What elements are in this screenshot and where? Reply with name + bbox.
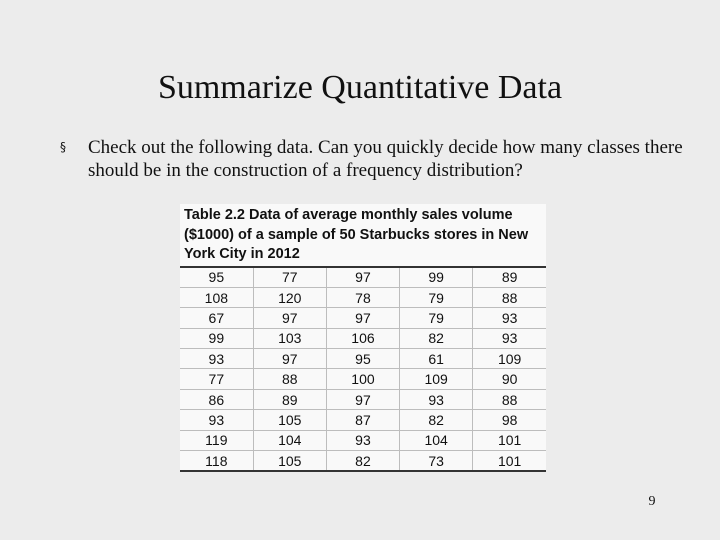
table-cell: 101	[473, 451, 546, 472]
page-number: 9	[648, 494, 656, 509]
table-row	[180, 308, 546, 328]
table-cell: 90	[473, 369, 546, 389]
table-row	[180, 369, 546, 389]
table-cell: 86	[180, 389, 253, 409]
table-cell: 97	[326, 308, 399, 328]
table-cell: 103	[253, 328, 326, 348]
table-cell: 82	[400, 410, 473, 430]
table-cell: 104	[253, 430, 326, 450]
table-cell: 101	[473, 430, 546, 450]
table-cell: 77	[180, 369, 253, 389]
table-caption: Table 2.2 Data of average monthly sales volume ($1000) of a sample of 50 Starbucks stores in New York City in 2012	[180, 204, 546, 268]
table-cell: 97	[253, 308, 326, 328]
table-cell: 109	[400, 369, 473, 389]
table-cell: 104	[400, 430, 473, 450]
table-cell: 67	[180, 308, 253, 328]
table-cell: 120	[253, 287, 326, 307]
table-cell: 88	[473, 389, 546, 409]
table-cell: 78	[326, 287, 399, 307]
table-cell: 73	[400, 451, 473, 472]
table-cell: 93	[400, 389, 473, 409]
table-cell: 100	[326, 369, 399, 389]
table-cell: 118	[180, 451, 253, 472]
table-row	[180, 410, 546, 430]
table-cell: 95	[326, 349, 399, 369]
table-cell: 82	[326, 451, 399, 472]
table-cell: 108	[180, 287, 253, 307]
table-cell: 99	[180, 328, 253, 348]
table-cell: 106	[326, 328, 399, 348]
table-row	[180, 451, 546, 472]
table-row	[180, 287, 546, 307]
table-cell: 79	[400, 308, 473, 328]
table-row	[180, 268, 546, 288]
table-cell: 77	[253, 268, 326, 288]
table-cell: 93	[180, 410, 253, 430]
data-table	[180, 204, 546, 472]
table-cell: 97	[326, 268, 399, 288]
table-cell: 61	[400, 349, 473, 369]
table-cell: 88	[473, 287, 546, 307]
table-cell: 79	[400, 287, 473, 307]
bullet-text: Check out the following data. Can you quickly decide how many classes there should be in the construction of a frequency distribution?	[88, 137, 683, 181]
table-cell: 87	[326, 410, 399, 430]
table-cell: 89	[253, 389, 326, 409]
table-cell: 89	[473, 268, 546, 288]
table-grid	[180, 268, 546, 473]
square-bullet-icon: §	[60, 140, 66, 154]
table-cell: 105	[253, 410, 326, 430]
table-row	[180, 349, 546, 369]
table-cell: 97	[253, 349, 326, 369]
bullet-item	[60, 136, 700, 182]
table-cell: 93	[326, 430, 399, 450]
table-cell: 98	[473, 410, 546, 430]
table-row	[180, 328, 546, 348]
table-cell: 97	[326, 389, 399, 409]
table-cell: 82	[400, 328, 473, 348]
table-cell: 95	[180, 268, 253, 288]
table-cell: 119	[180, 430, 253, 450]
slide-title: Summarize Quantitative Data	[157, 69, 563, 106]
table-row	[180, 430, 546, 450]
table-cell: 99	[400, 268, 473, 288]
table-cell: 105	[253, 451, 326, 472]
table-cell: 109	[473, 349, 546, 369]
table-row	[180, 389, 546, 409]
table-cell: 93	[180, 349, 253, 369]
table-cell: 88	[253, 369, 326, 389]
table-cell: 93	[473, 308, 546, 328]
table-cell: 93	[473, 328, 546, 348]
